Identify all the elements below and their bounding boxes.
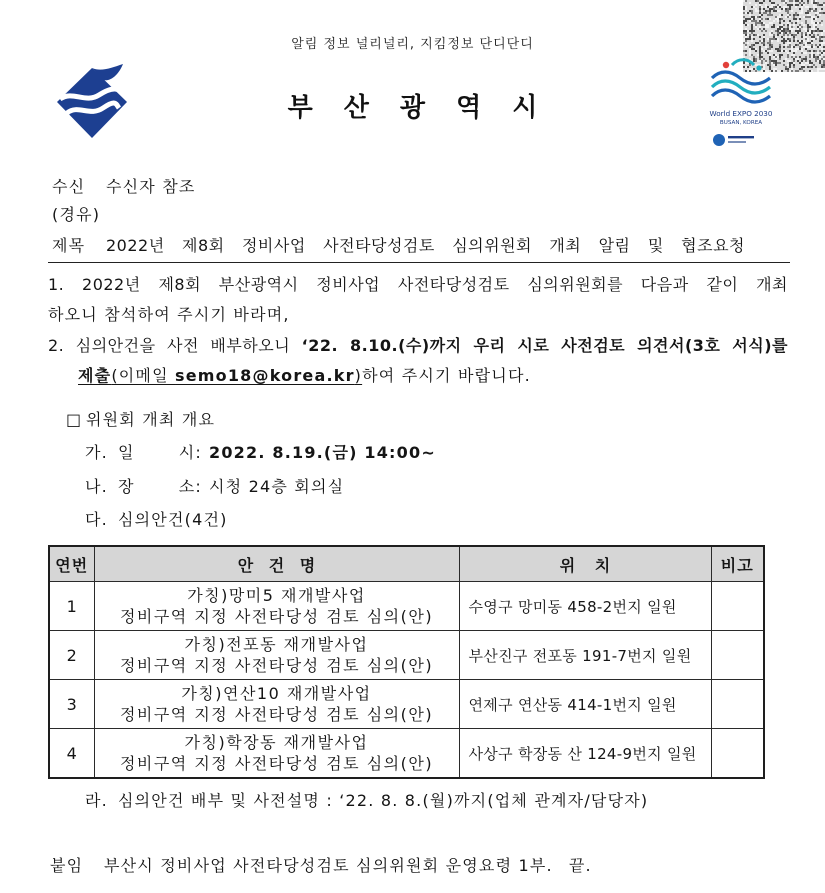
subject-line bbox=[52, 234, 745, 258]
venue-marker: 나. bbox=[85, 477, 108, 496]
subject-divider bbox=[48, 262, 790, 263]
location-cell: 부산진구 전포동 191-7번지 일원 bbox=[459, 631, 711, 680]
submission-underline bbox=[78, 366, 362, 385]
agenda-title-line2: 정비구역 지정 사전타당성 검토 심의(안) bbox=[119, 754, 434, 773]
table-row bbox=[49, 631, 764, 680]
square-bullet-icon: □ bbox=[66, 410, 83, 429]
header-number: 연번 bbox=[49, 546, 94, 582]
recipient-line bbox=[52, 175, 196, 199]
agenda-title-cell bbox=[94, 582, 459, 631]
row-number-cell: 4 bbox=[49, 729, 94, 779]
agenda-value: 심의안건(4건) bbox=[118, 510, 228, 529]
venue-value: 시청 24층 회의실 bbox=[209, 477, 345, 496]
table-header-row bbox=[49, 546, 764, 582]
note-cell bbox=[711, 631, 764, 680]
header-note: 비고 bbox=[711, 546, 764, 582]
recipient-label: 수신 bbox=[52, 177, 86, 196]
location-cell: 연제구 연산동 414-1번지 일원 bbox=[459, 680, 711, 729]
attachment-label: 붙임 bbox=[50, 856, 84, 875]
org-title: 부 산 광 역 시 bbox=[287, 93, 549, 123]
paragraph-1-line-1: 1. 2022년 제8회 부산광역시 정비사업 사전타당성검토 심의위원회를 다음과 같이 개최 bbox=[48, 275, 788, 294]
overview-heading-text: 위원회 개최 개요 bbox=[86, 410, 216, 429]
note-cell bbox=[711, 680, 764, 729]
agenda-title-line1: 가칭)연산10 재개발사업 bbox=[181, 684, 372, 703]
attachment-text: 부산시 정비사업 사전타당성검토 심의위원회 운영요령 1부. bbox=[104, 856, 553, 875]
schedule-marker: 가. bbox=[85, 443, 108, 462]
distribution-item bbox=[85, 789, 648, 813]
venue-label: 장 소: bbox=[118, 477, 202, 496]
agenda-title-line2: 정비구역 지정 사전타당성 검토 심의(안) bbox=[119, 607, 434, 626]
agenda-title-line2: 정비구역 지정 사전타당성 검토 심의(안) bbox=[119, 656, 434, 675]
email-address: semo18@korea.kr bbox=[175, 366, 355, 385]
agenda-title-line1: 가칭)망미5 재개발사업 bbox=[187, 586, 366, 605]
subject-label: 제목 bbox=[52, 236, 86, 255]
row-number-cell: 3 bbox=[49, 680, 94, 729]
slogan: 알림 정보 널리널리, 지킴정보 단디단디 bbox=[291, 37, 534, 52]
via-line: (경유) bbox=[52, 205, 101, 224]
location-cell: 수영구 망미동 458-2번지 일원 bbox=[459, 582, 711, 631]
agenda-title-cell bbox=[94, 729, 459, 779]
table-row bbox=[49, 680, 764, 729]
paragraph-2-line-1 bbox=[48, 334, 788, 358]
agenda-marker: 다. bbox=[85, 510, 108, 529]
agenda-title-line1: 가칭)전포동 재개발사업 bbox=[184, 635, 369, 654]
world-expo-2030-logo-icon bbox=[706, 56, 776, 152]
row-number-cell: 1 bbox=[49, 582, 94, 631]
expo-logo-line1: World EXPO 2030 bbox=[709, 109, 773, 118]
deadline-request: ‘22. 8.10.(수)까지 우리 시로 사전검토 의견서(3호 서식)를 bbox=[301, 336, 788, 355]
email-open: (이메일 bbox=[111, 366, 176, 385]
agenda-title-cell bbox=[94, 631, 459, 680]
paragraph-2-closing: 하여 주시기 바랍니다. bbox=[362, 366, 531, 385]
location-cell: 사상구 학장동 산 124-9번지 일원 bbox=[459, 729, 711, 779]
header-location: 위 치 bbox=[459, 546, 711, 582]
paragraph-2-lead: 2. 심의안건을 사전 배부하오니 bbox=[48, 336, 302, 355]
email-close: ) bbox=[354, 366, 363, 385]
table-row bbox=[49, 582, 764, 631]
subject-value: 2022년 제8회 정비사업 사전타당성검토 심의위원회 개최 알림 및 협조요청 bbox=[106, 236, 745, 255]
attachment-line bbox=[50, 854, 592, 878]
recipient-value: 수신자 참조 bbox=[106, 177, 196, 196]
distribution-text: 심의안건 배부 및 사전설명 : ‘22. 8. 8.(월)까지(업체 관계자/담당자) bbox=[118, 791, 649, 810]
note-cell bbox=[711, 729, 764, 779]
note-cell bbox=[711, 582, 764, 631]
paragraph-1-line-2: 하오니 참석하여 주시기 바라며, bbox=[48, 305, 290, 324]
agenda-item bbox=[85, 508, 228, 532]
agenda-table bbox=[48, 545, 765, 779]
paragraph-2-line-2 bbox=[78, 364, 531, 388]
expo-logo-line2: BUSAN, KOREA bbox=[719, 120, 763, 126]
header-title: 안 건 명 bbox=[94, 546, 459, 582]
distribution-marker: 라. bbox=[85, 791, 108, 810]
schedule-value: 2022. 8.19.(금) 14:00~ bbox=[209, 443, 436, 462]
overview-heading bbox=[66, 408, 215, 432]
agenda-title-line1: 가칭)학장동 재개발사업 bbox=[184, 733, 369, 752]
agenda-title-line2: 정비구역 지정 사전타당성 검토 심의(안) bbox=[119, 705, 434, 724]
agenda-title-cell bbox=[94, 680, 459, 729]
row-number-cell: 2 bbox=[49, 631, 94, 680]
venue-item bbox=[85, 475, 344, 499]
submit-word: 제출 bbox=[78, 366, 112, 385]
document-end: 끝. bbox=[568, 856, 592, 875]
schedule-item bbox=[85, 441, 436, 465]
table-row bbox=[49, 729, 764, 779]
schedule-label: 일 시: bbox=[118, 443, 202, 462]
